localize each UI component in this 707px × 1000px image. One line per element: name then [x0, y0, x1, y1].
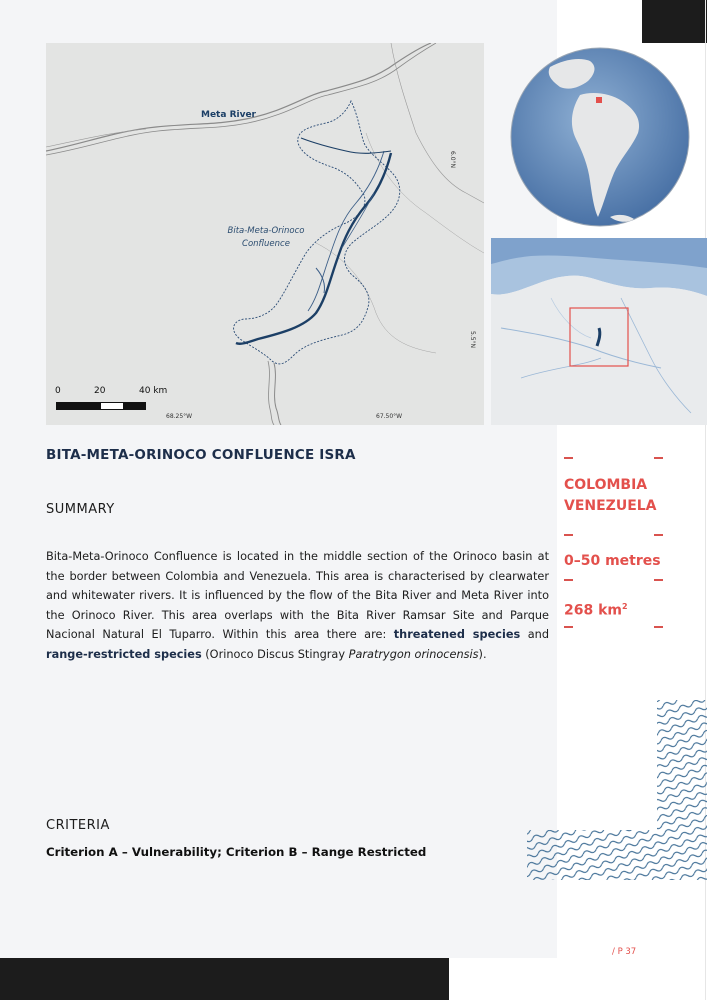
- scale-label-40: 40 km: [139, 386, 168, 396]
- range-restricted-text: range-restricted species: [46, 647, 202, 661]
- country-venezuela: VENEZUELA: [564, 498, 657, 514]
- scale-label-20: 20: [94, 386, 106, 396]
- divider-dash: [654, 626, 663, 628]
- divider-dash: [654, 457, 663, 459]
- longitude-left: 68.25°W: [166, 413, 193, 420]
- corner-block-top: [642, 0, 707, 43]
- summary-heading: SUMMARY: [46, 502, 115, 517]
- globe-locator-map: [510, 47, 690, 227]
- country-colombia: COLOMBIA: [564, 477, 648, 493]
- scale-label-0: 0: [55, 386, 61, 396]
- threatened-species-text: threatened species: [393, 628, 521, 641]
- regional-map-drawing: [491, 238, 707, 425]
- depth-range: 0–50 metres: [564, 553, 661, 569]
- longitude-right: 67.50°W: [376, 413, 403, 420]
- meta-river-label: Meta River: [201, 110, 256, 120]
- area-size: 268 $km^2$: [564, 602, 628, 619]
- scale-bar: [56, 402, 146, 410]
- species-name: Paratrygon orinocensis: [348, 647, 479, 661]
- wave-pattern-decoration: [527, 700, 707, 880]
- divider-dash: [564, 579, 573, 581]
- summary-text: Bita-Meta-Orinoco Confluence is located in the middle section of the Orinoco basin at the border between Colombia and Venezuela. This area is characterised by clearwater and whitewater rivers. It is influenced by the flow of the Bita River and Meta River into the Orinoco River. This area overlaps with the Bita River Ramsar Site and Parque Nacional Natural El Tuparro. Within this area there are: threatened species and range-restricted species (Orinoco Discus Stingray Paratrygon orinocensis).: [46, 550, 549, 661]
- isra-title: BITA-META-ORINOCO CONFLUENCE ISRA: [46, 447, 356, 463]
- divider-dash: [564, 626, 573, 628]
- latitude-lower: 5.5°N: [469, 331, 476, 349]
- divider-dash: [654, 579, 663, 581]
- detail-map: [46, 43, 484, 425]
- bottom-bar: [0, 958, 449, 1000]
- divider-dash: [564, 534, 573, 536]
- page-number: / P 37: [612, 947, 637, 957]
- latitude-upper: 6.0°N: [449, 151, 456, 169]
- divider-dash: [654, 534, 663, 536]
- criteria-heading: CRITERIA: [46, 818, 110, 833]
- confluence-label: Bita-Meta-Orinoco Confluence: [227, 226, 305, 249]
- divider-dash: [564, 457, 573, 459]
- criteria-text: Criterion A – Vulnerability; Criterion B – Range Restricted: [46, 845, 427, 859]
- regional-locator-map: [491, 238, 707, 425]
